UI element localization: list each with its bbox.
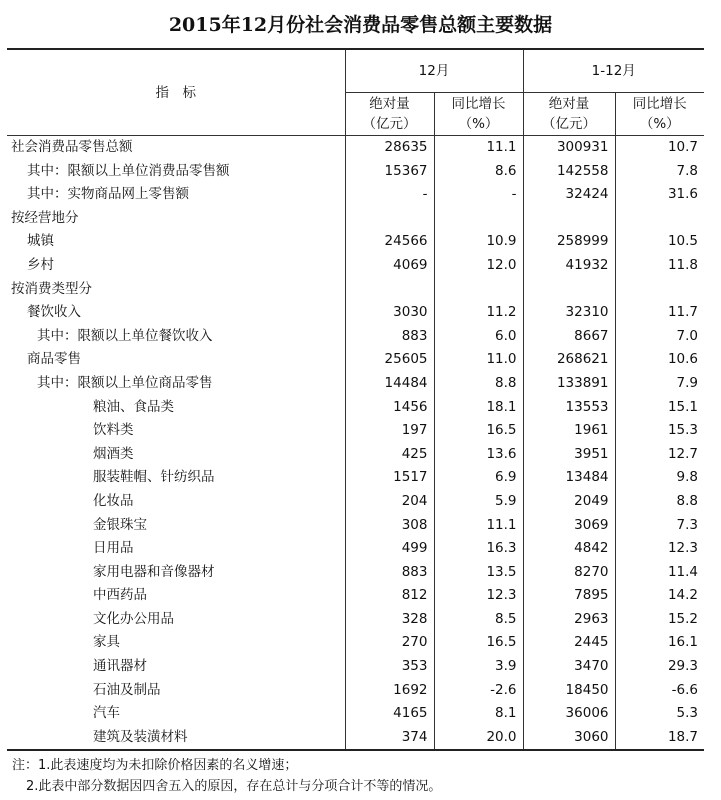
footnote-2: 2.此表中部分数据因四舍五入的原因，存在总计与分项合计不等的情况。 [26, 779, 442, 794]
month-yoy-cell [434, 278, 523, 302]
table-row [7, 183, 704, 207]
ytd-yoy-cell: 18.7 [615, 726, 704, 751]
ytd-abs-cell: 142558 [523, 160, 615, 184]
month-yoy-cell: 12.3 [434, 584, 523, 608]
month-yoy-cell: 18.1 [434, 396, 523, 420]
month-abs-cell: 24566 [345, 230, 434, 254]
ytd-yoy-cell: 15.3 [615, 419, 704, 443]
ytd-abs-cell: 18450 [523, 679, 615, 703]
ytd-yoy-cell: 10.6 [615, 348, 704, 372]
row-label: 建筑及装潢材料 [7, 726, 345, 751]
row-label: 日用品 [93, 540, 134, 557]
month-yoy-cell: 10.9 [434, 230, 523, 254]
ytd-yoy-cell: 7.3 [615, 514, 704, 538]
row-label: 按消费类型分 [11, 280, 92, 297]
table-row [7, 254, 704, 278]
month-abs-cell: 1456 [345, 396, 434, 420]
month-header: 12月 [345, 50, 523, 93]
ytd-header: 1-12月 [523, 50, 704, 93]
row-label: 粮油、食品类 [93, 398, 174, 415]
ytd-abs-cell [523, 278, 615, 302]
row-label: 乡村 [27, 256, 54, 273]
ytd-abs-cell: 2445 [523, 631, 615, 655]
table-row [7, 702, 704, 726]
month-abs-cell [345, 278, 434, 302]
month-abs-cell: 28635 [345, 136, 434, 160]
row-label: 其中：限额以上单位餐饮收入 [37, 327, 213, 344]
ytd-abs-cell: 7895 [523, 584, 615, 608]
ytd-abs-cell: 3951 [523, 443, 615, 467]
month-yoy-cell: 8.5 [434, 608, 523, 632]
table-row [7, 419, 704, 443]
month-yoy-cell: 12.0 [434, 254, 523, 278]
ytd-yoy-cell: 11.4 [615, 561, 704, 585]
ytd-yoy-cell: 16.1 [615, 631, 704, 655]
month-yoy-header: 同比增长 （%） [434, 93, 523, 136]
table-row [7, 443, 704, 467]
month-yoy-cell [434, 207, 523, 231]
month-abs-cell: 308 [345, 514, 434, 538]
row-label: 中西药品 [93, 587, 147, 604]
table-row [7, 490, 704, 514]
table-row [7, 631, 704, 655]
ytd-abs-cell: 8667 [523, 325, 615, 349]
month-yoy-cell: 16.5 [434, 631, 523, 655]
month-yoy-cell: 3.9 [434, 655, 523, 679]
month-abs-cell: 374 [345, 726, 434, 751]
ytd-yoy-cell: 31.6 [615, 183, 704, 207]
row-label: 文化办公用品 [93, 610, 174, 627]
retail-sales-table [7, 48, 704, 751]
month-abs-cell: 270 [345, 631, 434, 655]
row-label: 社会消费品零售总额 [11, 139, 133, 155]
month-abs-cell: 4069 [345, 254, 434, 278]
row-label: 汽车 [93, 705, 120, 722]
indicator-header: 指 标 [155, 84, 196, 101]
ytd-abs-cell: 41932 [523, 254, 615, 278]
table-row [7, 655, 704, 679]
month-yoy-cell: 13.6 [434, 443, 523, 467]
table-row [7, 396, 704, 420]
row-label: 其中：实物商品网上零售额 [27, 186, 189, 203]
row-label: 其中：限额以上单位消费品零售额 [27, 162, 230, 179]
month-abs-cell: 15367 [345, 160, 434, 184]
month-yoy-cell: -2.6 [434, 679, 523, 703]
ytd-abs-cell: 3069 [523, 514, 615, 538]
ytd-abs-cell: 32424 [523, 183, 615, 207]
ytd-yoy-cell: 10.7 [615, 136, 704, 160]
month-abs-cell [345, 207, 434, 231]
ytd-abs-cell: 258999 [523, 230, 615, 254]
ytd-yoy-cell: -6.6 [615, 679, 704, 703]
month-abs-cell: - [345, 183, 434, 207]
ytd-yoy-cell: 7.0 [615, 325, 704, 349]
table-row [7, 372, 704, 396]
ytd-abs-cell: 13553 [523, 396, 615, 420]
month-abs-header: 绝对量 （亿元） [345, 93, 434, 136]
row-label: 其中：限额以上单位商品零售 [37, 374, 213, 391]
month-yoy-cell: 16.3 [434, 537, 523, 561]
month-yoy-cell: 6.9 [434, 466, 523, 490]
row-label: 饮料类 [93, 422, 134, 439]
table-row [7, 608, 704, 632]
ytd-abs-cell: 3060 [523, 726, 615, 751]
month-abs-cell: 1692 [345, 679, 434, 703]
ytd-yoy-cell: 12.3 [615, 537, 704, 561]
row-label: 服装鞋帽、针纺织品 [93, 469, 215, 486]
table-row [7, 726, 704, 751]
ytd-abs-cell: 3470 [523, 655, 615, 679]
month-abs-cell: 353 [345, 655, 434, 679]
table-row [7, 160, 704, 184]
table-row [7, 278, 704, 302]
row-label: 石油及制品 [93, 681, 161, 698]
month-yoy-cell: 6.0 [434, 325, 523, 349]
month-abs-cell: 197 [345, 419, 434, 443]
ytd-yoy-cell: 29.3 [615, 655, 704, 679]
ytd-yoy-cell: 11.8 [615, 254, 704, 278]
row-label: 按经营地分 [11, 209, 79, 226]
table-row [7, 348, 704, 372]
table-body [7, 136, 704, 751]
row-label: 家用电器和音像器材 [93, 563, 215, 580]
month-yoy-cell: 8.6 [434, 160, 523, 184]
table-row [7, 207, 704, 231]
table-header [7, 49, 704, 136]
row-label: 商品零售 [27, 351, 81, 368]
ytd-abs-header: 绝对量 （亿元） [523, 93, 615, 136]
month-abs-cell: 204 [345, 490, 434, 514]
month-yoy-cell: 8.1 [434, 702, 523, 726]
table-row [7, 325, 704, 349]
month-yoy-cell: 16.5 [434, 419, 523, 443]
ytd-abs-cell: 1961 [523, 419, 615, 443]
month-yoy-cell: - [434, 183, 523, 207]
month-yoy-cell: 13.5 [434, 561, 523, 585]
table-row [7, 561, 704, 585]
ytd-yoy-cell: 9.8 [615, 466, 704, 490]
ytd-abs-cell: 36006 [523, 702, 615, 726]
table-row [7, 514, 704, 538]
month-yoy-cell: 20.0 [434, 726, 523, 751]
ytd-yoy-cell [615, 278, 704, 302]
month-abs-cell: 883 [345, 561, 434, 585]
footnote-1: 注：1.此表速度均为未扣除价格因素的名义增速； [12, 758, 298, 773]
ytd-abs-cell: 32310 [523, 301, 615, 325]
ytd-abs-cell: 13484 [523, 466, 615, 490]
month-yoy-cell: 11.2 [434, 301, 523, 325]
month-yoy-cell: 8.8 [434, 372, 523, 396]
row-label: 城镇 [27, 233, 54, 250]
row-label: 家具 [93, 634, 120, 651]
page-title: 2015年12月份社会消费品零售总额主要数据 [168, 14, 553, 36]
ytd-abs-cell: 2049 [523, 490, 615, 514]
month-abs-cell: 328 [345, 608, 434, 632]
ytd-abs-cell: 4842 [523, 537, 615, 561]
ytd-abs-cell: 268621 [523, 348, 615, 372]
ytd-abs-cell: 300931 [523, 136, 615, 160]
table-row [7, 537, 704, 561]
month-yoy-cell: 11.0 [434, 348, 523, 372]
ytd-yoy-cell: 12.7 [615, 443, 704, 467]
month-abs-cell: 4165 [345, 702, 434, 726]
row-label: 化妆品 [93, 492, 134, 509]
ytd-yoy-cell: 14.2 [615, 584, 704, 608]
ytd-yoy-cell: 8.8 [615, 490, 704, 514]
footnotes [12, 755, 441, 797]
month-yoy-cell: 5.9 [434, 490, 523, 514]
row-label: 烟酒类 [93, 445, 134, 462]
ytd-abs-cell: 8270 [523, 561, 615, 585]
month-abs-cell: 883 [345, 325, 434, 349]
table-row [7, 466, 704, 490]
ytd-yoy-cell: 15.1 [615, 396, 704, 420]
month-abs-cell: 1517 [345, 466, 434, 490]
month-abs-cell: 3030 [345, 301, 434, 325]
ytd-abs-cell [523, 207, 615, 231]
ytd-yoy-cell: 10.5 [615, 230, 704, 254]
table-row [7, 679, 704, 703]
row-label: 金银珠宝 [93, 516, 147, 533]
month-yoy-cell: 11.1 [434, 136, 523, 160]
table-row [7, 584, 704, 608]
ytd-yoy-cell: 5.3 [615, 702, 704, 726]
month-abs-cell: 14484 [345, 372, 434, 396]
table-row [7, 301, 704, 325]
ytd-yoy-cell: 7.8 [615, 160, 704, 184]
ytd-yoy-cell: 15.2 [615, 608, 704, 632]
row-label: 餐饮收入 [27, 304, 81, 321]
ytd-abs-cell: 133891 [523, 372, 615, 396]
ytd-yoy-cell: 7.9 [615, 372, 704, 396]
ytd-abs-cell: 2963 [523, 608, 615, 632]
month-abs-cell: 499 [345, 537, 434, 561]
month-abs-cell: 25605 [345, 348, 434, 372]
month-abs-cell: 812 [345, 584, 434, 608]
ytd-yoy-cell [615, 207, 704, 231]
table-row [7, 230, 704, 254]
row-label: 通讯器材 [93, 658, 147, 675]
ytd-yoy-header: 同比增长 （%） [615, 93, 704, 136]
ytd-yoy-cell: 11.7 [615, 301, 704, 325]
month-yoy-cell: 11.1 [434, 514, 523, 538]
table-row [7, 136, 704, 160]
month-abs-cell: 425 [345, 443, 434, 467]
